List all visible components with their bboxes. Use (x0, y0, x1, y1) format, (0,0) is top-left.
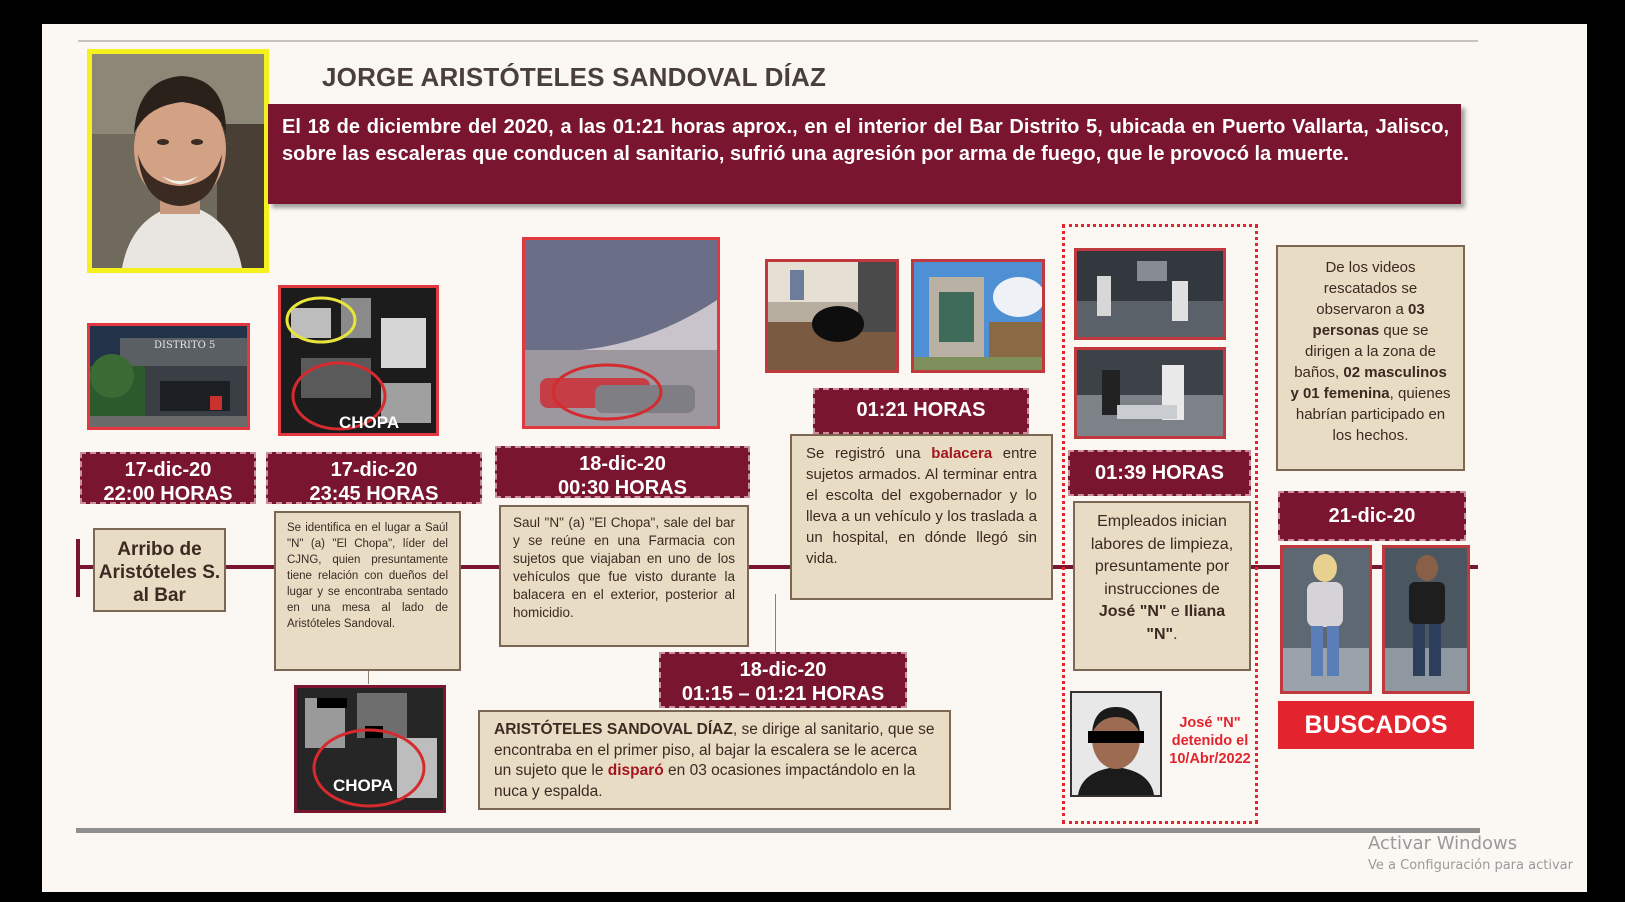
event-4-datetime (659, 652, 907, 708)
event-6-name1: José "N" (1098, 603, 1167, 620)
event-3-description (499, 505, 749, 647)
event-5-text-part1: Se registró una (806, 445, 932, 462)
event-4-date: 18-dic-20 (739, 659, 827, 681)
windows-activation-subtitle: Ve a Configuración para activar (1368, 858, 1573, 873)
event-5-time-text: 01:21 HORAS (856, 399, 986, 421)
event-2-time: 23:45 HORAS (309, 483, 439, 505)
wanted-label-text: BUSCADOS (1304, 711, 1448, 739)
cleanup-photo-top (1074, 248, 1226, 340)
chopa-label-bottom: CHOPA (333, 776, 394, 795)
event-3-datetime (495, 446, 750, 498)
event-2-description-text: Se identifica en el lugar a Saúl "N" (a) "El Chopa", líder del CJNG, quien presuntamente tiene relación con dueños del lugar y se encontraba sentado en una mesa al lado de Aristóteles Sandoval. (287, 522, 448, 630)
bottom-rule (76, 828, 1480, 833)
government-building-photo (911, 259, 1045, 373)
event-4-description (478, 710, 951, 810)
event-6-end: . (1173, 625, 1178, 643)
slide (42, 24, 1587, 892)
event-3-date: 18-dic-20 (579, 453, 666, 475)
bar-exterior-photo (87, 323, 250, 430)
event-6-and: e (1166, 603, 1185, 620)
portrait-photo (87, 49, 269, 273)
windows-activation-title: Activar Windows (1368, 833, 1518, 854)
pharmacy-vehicles-photo (522, 237, 720, 429)
event-3-description-text: Saul "N" (a) "El Chopa", sale del bar y se reúne en una Farmacia con sujetos que viajaban en uno de los vehículos que fue visto durante la balacera en el exterior, posterior al homicidio. (513, 515, 735, 620)
event-5-text-part2: entre sujetos armados. Al terminar entra el escolta del exgobernador y lo lleva a un vehículo y los traslada a un hospital, en dónde llegó sin vida. (806, 445, 1037, 567)
event-1-description (93, 528, 226, 612)
video-findings-part1: De los videos rescatados se observaron a (1316, 259, 1418, 318)
event-4-time: 01:15 – 01:21 HORAS (681, 683, 885, 705)
video-findings-box (1276, 245, 1465, 471)
chopa-closeup-photo (294, 685, 446, 813)
event-2-date: 17-dic-20 (330, 459, 418, 481)
wanted-person-2-photo (1382, 545, 1470, 694)
event-1-date: 17-dic-20 (124, 459, 212, 481)
event-2-description (274, 511, 461, 671)
summary-banner (268, 104, 1461, 204)
detainee-mugshot (1070, 691, 1162, 797)
detainee-note: José "N" detenido el 10/Abr/2022 (1169, 715, 1251, 767)
video-findings-part2: que se dirigen a la zona de baños, (1294, 322, 1436, 381)
event-6-time (1068, 450, 1251, 496)
video-findings-bold2: 02 masculinos y 01 femenina (1290, 364, 1447, 402)
event-4-text-part2: en 03 ocasiones impactándolo en la nuca y espalda. (494, 762, 916, 800)
event-5-highlight: balacera (931, 445, 993, 462)
timeline-connector (775, 594, 776, 652)
top-rule (78, 40, 1478, 42)
video-findings-part3: , quienes habrían participado en los hechos. (1295, 385, 1451, 444)
chopa-table-photo (278, 285, 439, 436)
event-1-datetime (80, 452, 256, 504)
wanted-label (1278, 701, 1474, 749)
timeline-start-cap (76, 539, 80, 597)
timeline-connector (368, 670, 369, 684)
page-title: JORGE ARISTÓTELES SANDOVAL DÍAZ (322, 62, 827, 92)
summary-text: El 18 de diciembre del 2020, a las 01:21 horas aprox., en el interior del Bar Distrito 5, ubicada en Puerto Vallarta, Jalisco, sobre las escaleras que conducen al sanitario, sufrió una agresión por arma de fuego, que le provocó la muerte. (282, 116, 1449, 165)
event-6-name2: Iliana "N" (1146, 603, 1226, 643)
event-1-description-text: Arribo de Aristóteles S. al Bar (98, 539, 221, 606)
event-1-time: 22:00 HORAS (103, 483, 233, 505)
event-3-time: 00:30 HORAS (558, 477, 687, 499)
event-4-text-part1: , se dirige al sanitario, que se encontraba en el primer piso, al bajar la escalera se le acerca un sujeto que le (494, 721, 935, 779)
event-6-description (1073, 501, 1251, 671)
event-6-time-text: 01:39 HORAS (1095, 462, 1224, 484)
event-7-date-text: 21-dic-20 (1328, 505, 1416, 527)
video-findings-bold1: 03 personas (1312, 301, 1425, 339)
event-5-time (813, 388, 1029, 434)
event-5-description (790, 434, 1053, 600)
bar-sign-text: DISTRITO 5 (154, 340, 216, 351)
stairs-photo (765, 259, 899, 373)
event-2-datetime (266, 452, 482, 504)
event-6-text-part1: Empleados inician labores de limpieza, presuntamente por instrucciones de (1090, 513, 1234, 598)
cleanup-photo-bottom (1074, 347, 1226, 439)
chopa-label-top: CHOPA (339, 413, 400, 432)
wanted-person-1-photo (1280, 545, 1372, 694)
event-4-highlight: disparó (607, 762, 664, 779)
event-4-victim-name: ARISTÓTELES SANDOVAL DÍAZ (494, 721, 733, 738)
event-7-date (1278, 491, 1466, 541)
